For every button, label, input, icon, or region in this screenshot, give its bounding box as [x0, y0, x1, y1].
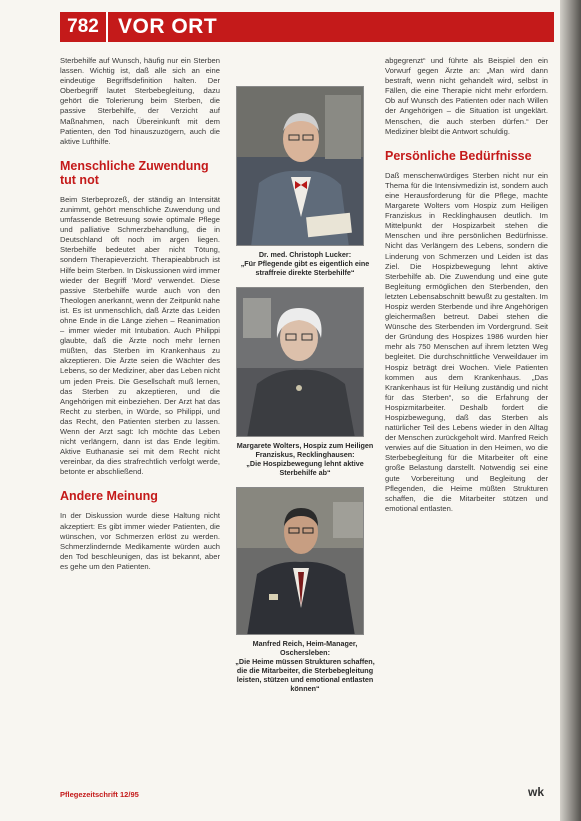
caption-manfred-reich: [230, 639, 380, 693]
portrait-man-bowtie-image: [237, 87, 364, 246]
caption-margarete-wolters: [230, 441, 380, 477]
caption-name: Margarete Wolters, Hospiz zum Heiligen Franziskus, Recklinghausen:: [236, 441, 374, 459]
photo-margarete-wolters: [236, 287, 364, 437]
page-number: 782: [60, 12, 108, 42]
publisher-logo-icon: wk: [528, 785, 545, 799]
right-body-text-1: Daß menschenwürdiges Sterben nicht nur ein Thema für die Intensivmedizin ist, sondern auch eine Herausforderung für die Pflege, machte Margarete Wolters vom Hospiz zum Heiligen Franziskus in Recklinghausen deutlich. Im Mittelpunkt der Hospizarbeit stehen die Menschen und ihre persönlichen Bedürfnisse. Nicht das Verlängern des Lebens, sondern die Linderung von Schmerzen und Leiden ist das Ziel. Die Hospizbewegung lehnt aktive Sterbehilfe ab. Die Zuwendung und eine gute Begleitung ermöglichen den Sterbenden, den letzten Lebensabschnitt bewußt zu gestalten. Im Hospiz werden Sterbende und ihre Angehörigen gleichermaßen betreut. Dabei stehen die Wünsche des Sterbenden im Vordergrund. Seit der Gründung des Hospizes 1986 wurden hier mehr als 750 Menschen auf ihrem letzten Weg begleitet. Die durchschnittliche Verweildauer im Hospiz beträgt drei Wochen. Viele Patienten kommen aus dem Krankenhaus. „Das Krankenhaus ist für Heilung zuständig und nicht für das Sterben“, so die Erfahrung der Hospizmitarbeiter. Deshalb fordert die Hospizbewegung, daß das Sterben als natürlicher Teil des Lebens wieder in den Alltag der Menschen zurückgeholt wird. Manfred Reich verwies auf die Situation in den Heimen, wo die Sterbebegleitung für die Mitarbeiter oft eine große Belastung darstellt. Notwendig sei eine gute Vorbereitung und Begleitung der Pflegenden, die Heime müßten Strukturen schaffen, die die Mitarbeiter stützen und emotional entlasten.: [385, 170, 548, 513]
book-spine: [559, 0, 581, 821]
right-intro-text: abgegrenzt“ und führte als Beispiel den ein Vorwurf gegen Ärzte an: „Man wird dann bestraft, wenn nicht gehandelt wird, selbst in Fällen, die eine Therapie nicht mehr erfordern. Ob auf Wunsch des Patienten oder nach Willen der Angehörigen – die Situation ist ungeklärt. Menschen, die auch sterben dürfen.“ Der Mediziner bleibt die Antwort schuldig.: [385, 56, 548, 136]
caption-christoph-lucker: [230, 250, 380, 277]
photo-manfred-reich: [236, 487, 364, 635]
left-column: [60, 56, 220, 572]
heading-menschliche-zuwendung: Menschliche Zuwendung tut not: [60, 158, 209, 187]
left-intro-text: Sterbehilfe auf Wunsch, häufig nur ein Sterben lassen. Wichtig ist, daß alle sich an eine eindeutige Begriffsdefinition halten. Der Oberbegriff lautet Sterbebegleitung, dazu gehört die Tolerierung beim Sterben, die passive Sterbehilfe, der Verzicht auf Maßnahmen, nach Übereinkunft mit dem Patienten, den Tod hinauszuzögern, auch die aktive Lufthilfe.: [60, 56, 220, 146]
caption-quote: „Für Pflegende gibt es eigentlich eine straffreie direkte Sterbehilfe“: [240, 259, 370, 277]
footer-journal: Pflegezeitschrift 12/95: [60, 790, 139, 799]
portrait-man-glasses-image: [237, 488, 364, 635]
heading-andere-meinung: Andere Meinung: [60, 489, 158, 504]
section-title: VOR ORT: [118, 15, 218, 38]
left-body-text-2: In der Diskussion wurde diese Haltung nicht akzeptiert: Es gibt immer wieder Patienten, die wünschen, vor Schmerzen erlöst zu werden. Schmerzlindernde Medikamente würden auch den Tod beschleunigen, das ist bekannt, aber es gehe um den Patienten.: [60, 511, 220, 571]
photo-christoph-lucker: [236, 86, 364, 246]
caption-quote: „Die Heime müssen Strukturen schaffen, die die Mitarbeiter, die Sterbebegleitung leisten, stützen und emotional entlasten können“: [235, 657, 375, 693]
portrait-woman-glasses-image: [237, 288, 364, 437]
photo-column: [230, 86, 380, 703]
caption-name: Manfred Reich, Heim-Manager, Oschersleben:: [252, 639, 358, 657]
heading-persoenliche-beduerfnisse: Persönliche Bedürfnisse: [385, 148, 532, 163]
caption-quote: „Die Hospizbewegung lehnt aktive Sterbehilfe ab“: [246, 459, 364, 477]
caption-name: Dr. med. Christoph Lucker:: [258, 250, 352, 259]
right-column: [385, 56, 548, 514]
left-body-text-1: Beim Sterbeprozeß, der ständig an Intensität zunimmt, gehört menschliche Zuwendung und umfassende Betreuung sowie optimale Pflege und palliative Schmerzbehandlung, die in Deutschland oft noch im argen liegen. Sterbehilfe bedeutet aber nicht Tötung, sondern Therapieverzicht. Therapieabbruch ist Hilfe beim Sterben. In Diskussionen wird immer wieder der Begriff 'Mord' verwendet. Diese passive Sterbehilfe wurde auch von den Theologen anerkannt, wenn der Zeitpunkt nahe ist. Es ist unmenschlich, daß Ärzte das Leiden ohne Ende in die Länge ziehen – Reanimation – immer wieder mit Intubation. Auch Philippi glaubte, daß die Ärzte noch mehr lernen müßten, das Sterben im Krankenhaus zu akzeptieren. Die Ärzte seien die Wächter des Lebens, so der Mediziner, aber das Leben nicht um jeden Preis. Die Gesellschaft muß lernen, das Sterben zu akzeptieren, und die Angehörigen mit einbeziehen. Der Arzt hat das Recht zu sterben, in Würde, so Philippi, und das Recht, den Patienten sterben zu lassen. Wenn der Arzt sagt: Ich möchte das Leben nicht verlängern, dann ist das Ende legitim. Aktive Euthanasie sei mit dem Recht nicht vereinbar, da dies strafrechtlich verfolgt werde, betonte er abschließend.: [60, 194, 220, 477]
